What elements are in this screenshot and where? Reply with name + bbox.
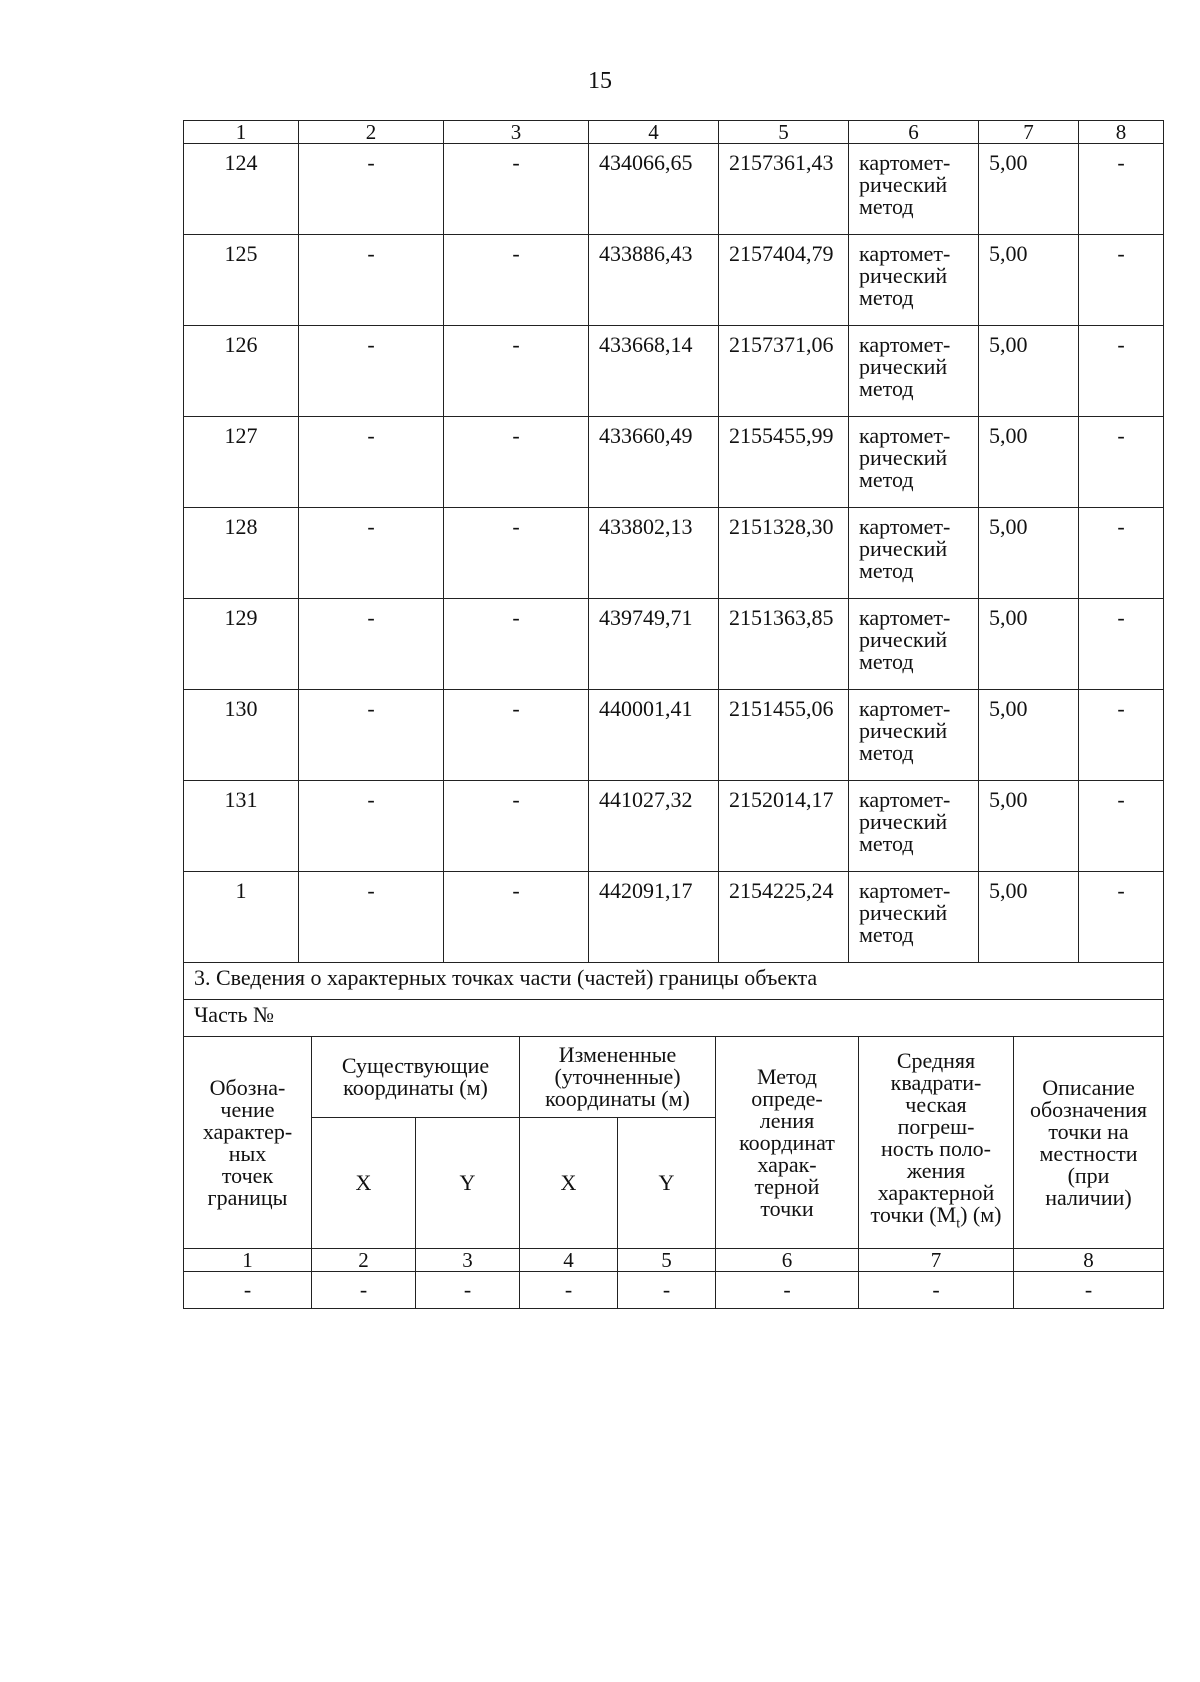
existing-x-cell: - — [299, 326, 444, 417]
column-number: 5 — [719, 121, 849, 144]
description-cell: - — [1079, 872, 1164, 963]
existing-y-cell: - — [444, 235, 589, 326]
x-coordinate-cell: 440001,41 — [589, 690, 719, 781]
table-row — [184, 144, 1164, 235]
column-number-row — [184, 121, 1164, 144]
table-row — [184, 417, 1164, 508]
point-id-cell: 1 — [184, 872, 299, 963]
x-coordinate-cell: 433660,49 — [589, 417, 719, 508]
y-coordinate-cell: 2157371,06 — [719, 326, 849, 417]
table-row — [184, 599, 1164, 690]
description-cell: - — [1079, 326, 1164, 417]
method-cell: картомет- рический метод — [849, 599, 979, 690]
description-cell: - — [1079, 417, 1164, 508]
y-coordinate-cell: 2152014,17 — [719, 781, 849, 872]
x-coordinate-cell: 433886,43 — [589, 235, 719, 326]
table-row — [184, 872, 1164, 963]
header-existing-coordinates: Существующие координаты (м) — [312, 1037, 520, 1118]
column-number: 4 — [589, 121, 719, 144]
existing-x-cell: - — [299, 508, 444, 599]
existing-x-cell: - — [299, 599, 444, 690]
existing-x-cell: - — [299, 144, 444, 235]
accuracy-cell: 5,00 — [979, 417, 1079, 508]
table-cell: - — [312, 1272, 416, 1309]
column-number: 3 — [416, 1249, 520, 1272]
column-number: 3 — [444, 121, 589, 144]
header-existing-x: X — [312, 1118, 416, 1249]
existing-x-cell: - — [299, 690, 444, 781]
boundary-points-table — [183, 120, 1164, 1037]
point-id-cell: 129 — [184, 599, 299, 690]
y-coordinate-cell: 2151455,06 — [719, 690, 849, 781]
header-changed-x: X — [520, 1118, 618, 1249]
column-number: 2 — [312, 1249, 416, 1272]
existing-y-cell: - — [444, 781, 589, 872]
existing-y-cell: - — [444, 144, 589, 235]
description-cell: - — [1079, 144, 1164, 235]
method-cell: картомет- рический метод — [849, 872, 979, 963]
header-changed-y: Y — [618, 1118, 716, 1249]
table-row — [184, 326, 1164, 417]
column-number: 5 — [618, 1249, 716, 1272]
y-coordinate-cell: 2154225,24 — [719, 872, 849, 963]
column-number: 2 — [299, 121, 444, 144]
table-cell: - — [520, 1272, 618, 1309]
method-cell: картомет- рический метод — [849, 144, 979, 235]
table-cell: - — [1014, 1272, 1164, 1309]
part-points-table — [183, 1037, 1164, 1309]
method-cell: картомет- рический метод — [849, 690, 979, 781]
existing-y-cell: - — [444, 326, 589, 417]
table-row — [184, 781, 1164, 872]
column-number: 6 — [716, 1249, 859, 1272]
table-row — [184, 508, 1164, 599]
table-cell: - — [184, 1272, 312, 1309]
existing-y-cell: - — [444, 508, 589, 599]
part-empty-row — [184, 1272, 1164, 1309]
column-number: 6 — [849, 121, 979, 144]
accuracy-cell: 5,00 — [979, 599, 1079, 690]
point-id-cell: 128 — [184, 508, 299, 599]
x-coordinate-cell: 434066,65 — [589, 144, 719, 235]
section-title: 3. Сведения о характерных точках части (частей) границы объекта — [184, 963, 1164, 1000]
table-cell: - — [416, 1272, 520, 1309]
x-coordinate-cell: 433668,14 — [589, 326, 719, 417]
existing-y-cell: - — [444, 872, 589, 963]
accuracy-cell: 5,00 — [979, 144, 1079, 235]
method-cell: картомет- рический метод — [849, 417, 979, 508]
table-cell: - — [716, 1272, 859, 1309]
header-description: Описание обозначения точки на местности (при наличии) — [1014, 1037, 1164, 1249]
y-coordinate-cell: 2157361,43 — [719, 144, 849, 235]
header-existing-y: Y — [416, 1118, 520, 1249]
point-id-cell: 126 — [184, 326, 299, 417]
header-method: Метод опреде- ления координат харак- терной точки — [716, 1037, 859, 1249]
existing-x-cell: - — [299, 781, 444, 872]
column-number: 8 — [1079, 121, 1164, 144]
point-id-cell: 127 — [184, 417, 299, 508]
description-cell: - — [1079, 235, 1164, 326]
part-column-number-row — [184, 1249, 1164, 1272]
accuracy-cell: 5,00 — [979, 235, 1079, 326]
description-cell: - — [1079, 599, 1164, 690]
method-cell: картомет- рический метод — [849, 508, 979, 599]
column-number: 1 — [184, 121, 299, 144]
point-id-cell: 130 — [184, 690, 299, 781]
method-cell: картомет- рический метод — [849, 235, 979, 326]
accuracy-cell: 5,00 — [979, 690, 1079, 781]
x-coordinate-cell: 441027,32 — [589, 781, 719, 872]
column-number: 4 — [520, 1249, 618, 1272]
column-number: 1 — [184, 1249, 312, 1272]
method-cell: картомет- рический метод — [849, 781, 979, 872]
point-id-cell: 125 — [184, 235, 299, 326]
accuracy-cell: 5,00 — [979, 326, 1079, 417]
description-cell: - — [1079, 781, 1164, 872]
page-number: 15 — [588, 68, 612, 94]
method-cell: картомет- рический метод — [849, 326, 979, 417]
column-number: 7 — [979, 121, 1079, 144]
y-coordinate-cell: 2155455,99 — [719, 417, 849, 508]
existing-y-cell: - — [444, 690, 589, 781]
point-id-cell: 124 — [184, 144, 299, 235]
x-coordinate-cell: 442091,17 — [589, 872, 719, 963]
description-cell: - — [1079, 690, 1164, 781]
table-row — [184, 690, 1164, 781]
accuracy-cell: 5,00 — [979, 781, 1079, 872]
y-coordinate-cell: 2151328,30 — [719, 508, 849, 599]
existing-x-cell: - — [299, 235, 444, 326]
column-number: 8 — [1014, 1249, 1164, 1272]
table-cell: - — [859, 1272, 1014, 1309]
part-label: Часть № — [184, 1000, 1164, 1037]
table-row — [184, 235, 1164, 326]
existing-y-cell: - — [444, 599, 589, 690]
y-coordinate-cell: 2157404,79 — [719, 235, 849, 326]
accuracy-cell: 5,00 — [979, 872, 1079, 963]
header-point-designation: Обозна- чение характер- ных точек границы — [184, 1037, 312, 1249]
point-id-cell: 131 — [184, 781, 299, 872]
x-coordinate-cell: 439749,71 — [589, 599, 719, 690]
table-cell: - — [618, 1272, 716, 1309]
y-coordinate-cell: 2151363,85 — [719, 599, 849, 690]
accuracy-cell: 5,00 — [979, 508, 1079, 599]
x-coordinate-cell: 433802,13 — [589, 508, 719, 599]
existing-y-cell: - — [444, 417, 589, 508]
existing-x-cell: - — [299, 872, 444, 963]
header-changed-coordinates: Измененные (уточненные) координаты (м) — [520, 1037, 716, 1118]
column-number: 7 — [859, 1249, 1014, 1272]
header-accuracy: Средняя квадрати- ческая погреш- ность поло- жения характерной точки $(M_t)$ (м) — [859, 1037, 1014, 1249]
existing-x-cell: - — [299, 417, 444, 508]
description-cell: - — [1079, 508, 1164, 599]
